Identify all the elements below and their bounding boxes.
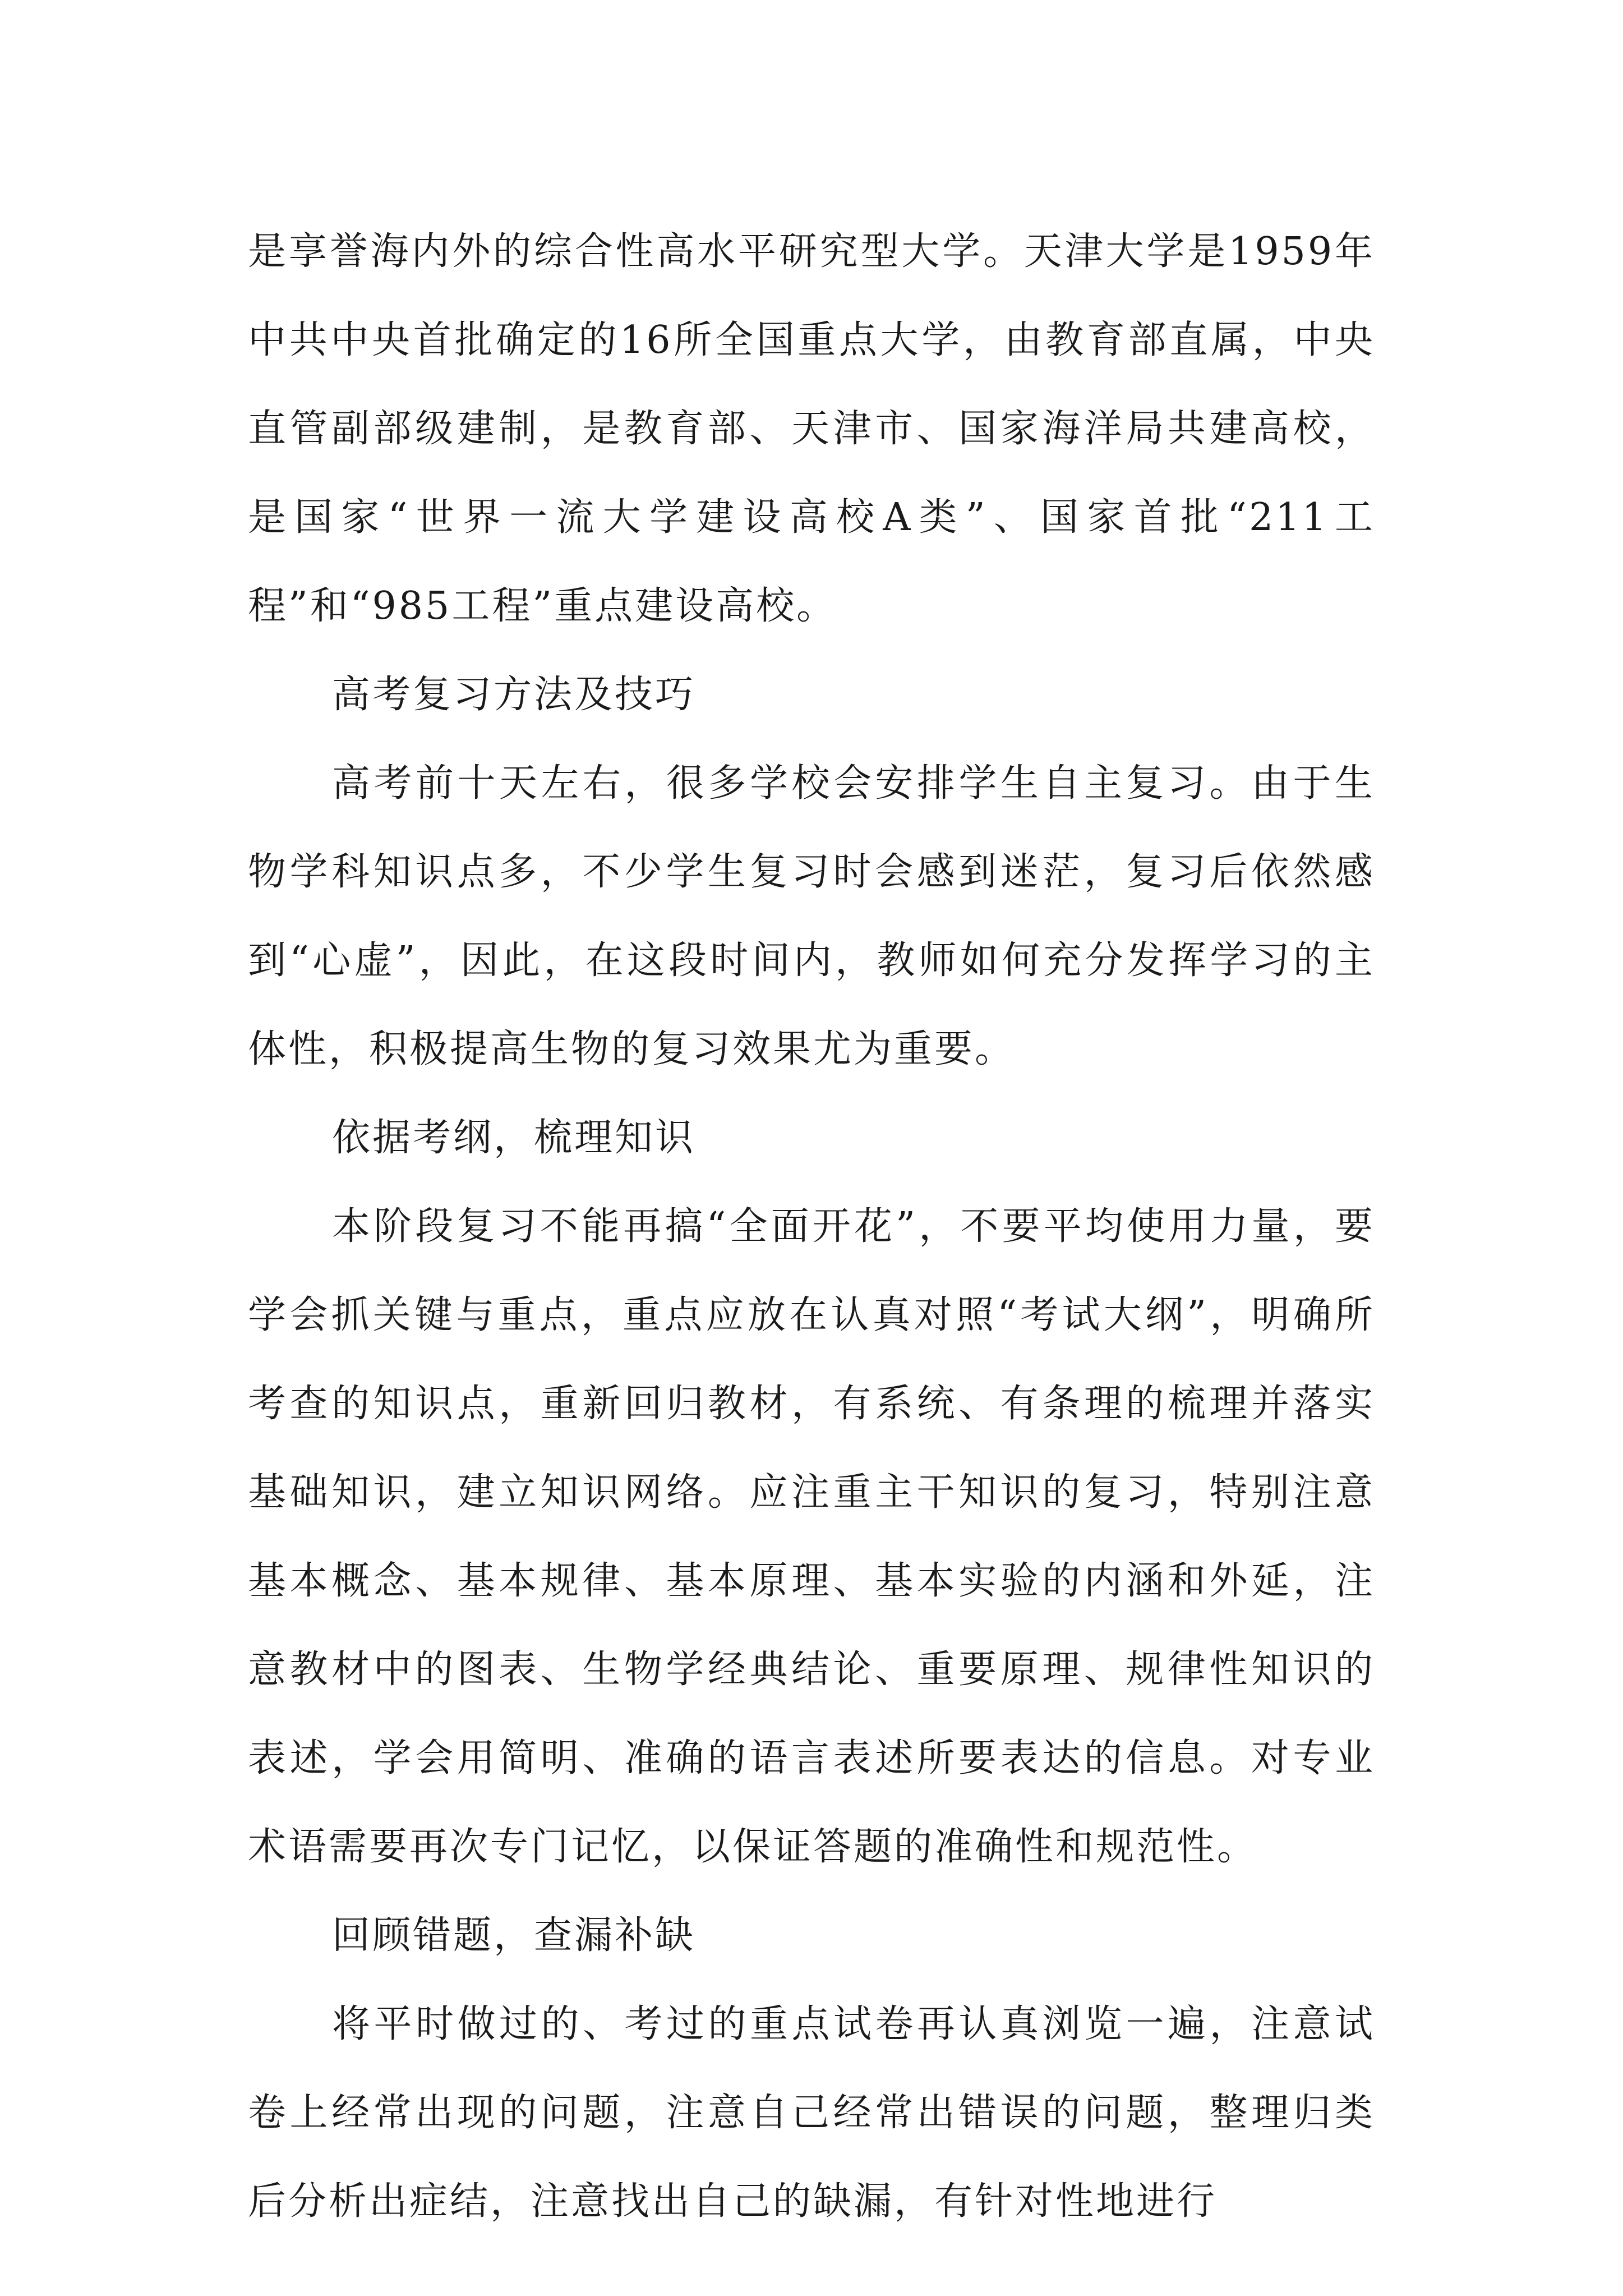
section-heading-mistakes: 回顾错题，查漏补缺 (332, 1913, 696, 1958)
paragraph-syllabus: 本阶段复习不能再搞“全面开花”，不要平均使用力量，要学会抓关键与重点，重点应放在认真对照“考试大纲”，明确所考查的知识点，重新回归教材，有系统、有条理的梳理并落实基础知识，建立知识网络。应注重主干知识的复习，特别注意基本概念、基本规律、基本原理、基本实验的内涵和外延，注意教材中的图表、生物学经典结论、重要原理、规律性知识的表述，学会用简明、准确的语言表述所要表达的信息。对专业术语需要再次专门记忆，以保证答题的准确性和规范性。 (248, 1204, 1375, 1869)
paragraph-mistakes: 将平时做过的、考过的重点试卷再认真浏览一遍，注意试卷上经常出现的问题，注意自己经常出错误的问题，整理归类后分析出症结，注意找出自己的缺漏，有针对性地进行 (248, 2002, 1375, 2224)
section-heading-syllabus: 依据考纲，梳理知识 (332, 1116, 696, 1160)
paragraph-intro: 是享誉海内外的综合性高水平研究型大学。天津大学是1959年中共中央首批确定的16所全国重点大学，由教育部直属，中央直管副部级建制，是教育部、天津市、国家海洋局共建高校，是国家“世界一流大学建设高校A类”、国家首批“211工程”和“985工程”重点建设高校。 (248, 229, 1375, 628)
paragraph-review-overview: 高考前十天左右，很多学校会安排学生自主复习。由于生物学科知识点多，不少学生复习时会感到迷茫，复习后依然感到“心虚”，因此，在这段时间内，教师如何充分发挥学习的主体性，积极提高生物的复习效果尤为重要。 (248, 761, 1375, 1071)
document-body (248, 208, 1375, 2246)
section-heading-review-methods: 高考复习方法及技巧 (332, 673, 696, 717)
